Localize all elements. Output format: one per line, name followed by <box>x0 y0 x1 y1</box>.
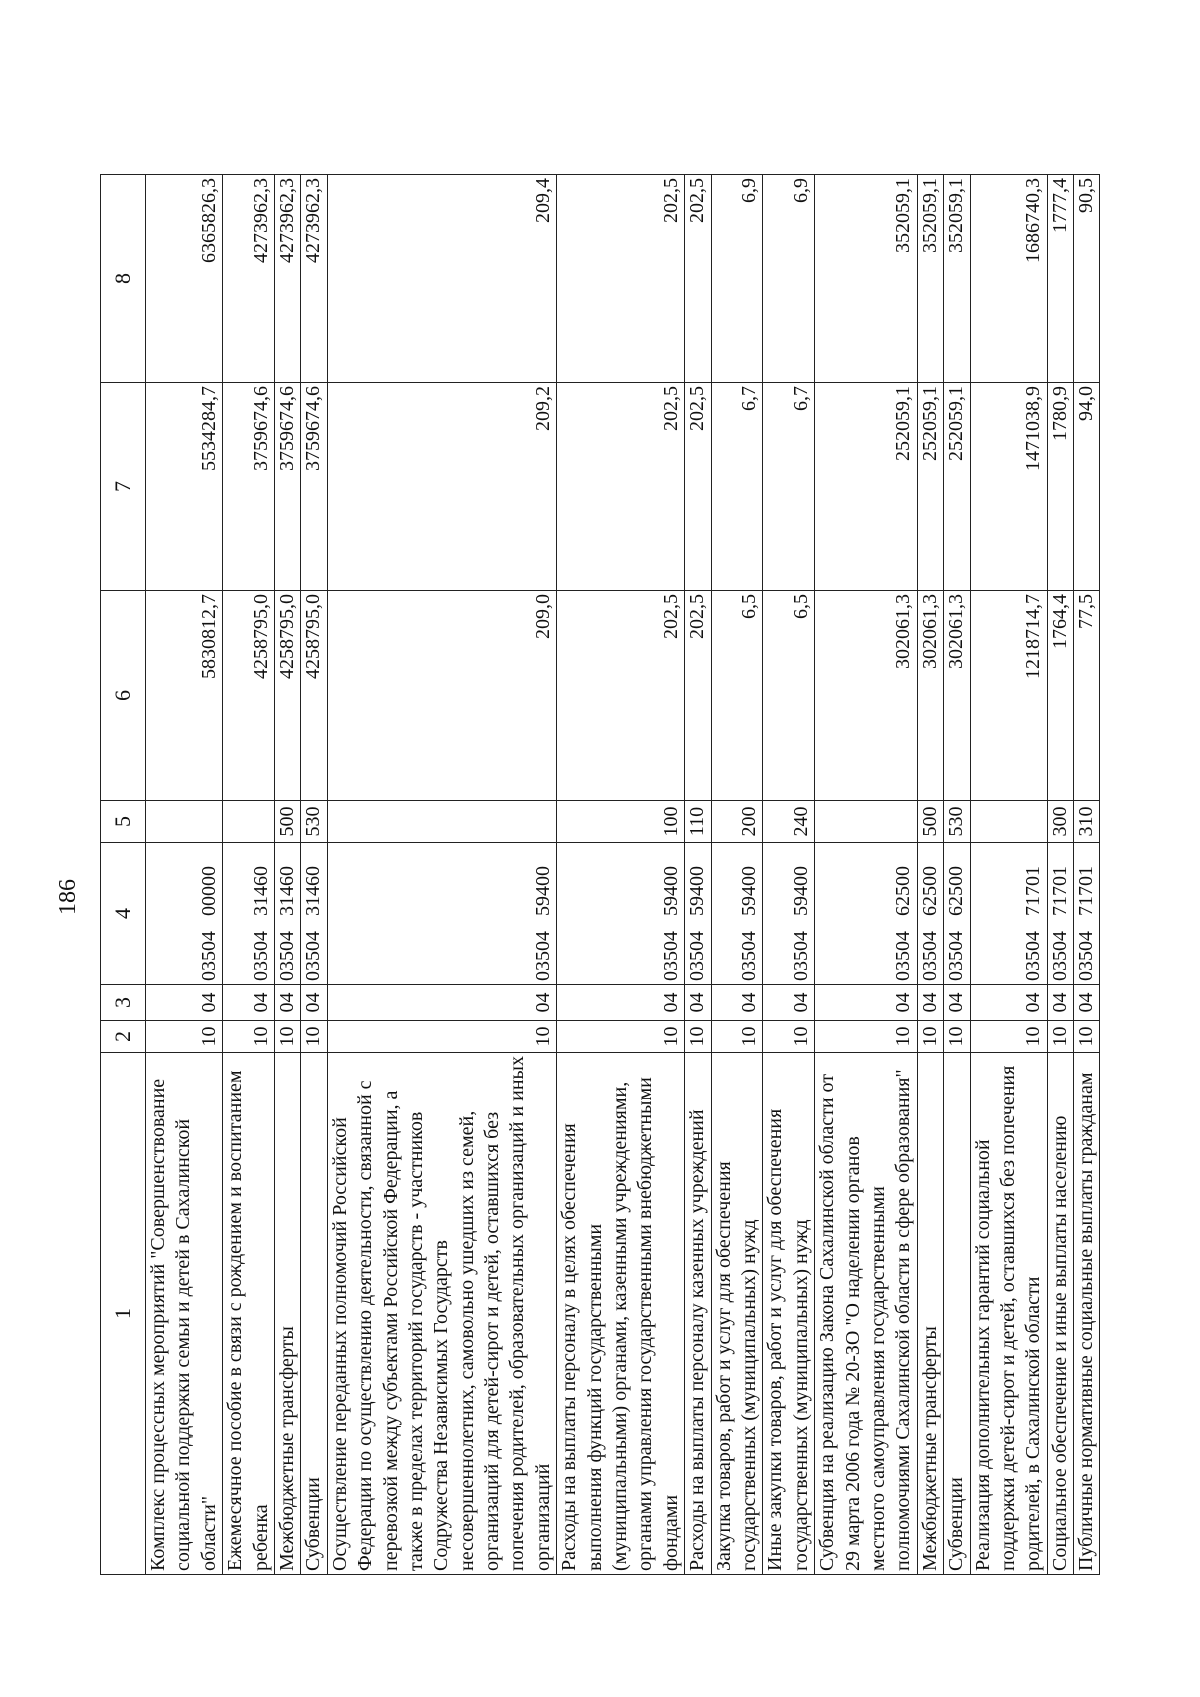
page-number: 186 <box>55 879 81 915</box>
subsection-code-cell: 04 <box>223 985 275 1021</box>
subsection-code-cell: 04 <box>917 985 943 1021</box>
section-code-cell: 10 <box>146 1021 223 1053</box>
target-article-cell: 03504 59400 <box>327 843 557 985</box>
row-name-cell: Расходы на выплаты персоналу в целях обеспечения выполнения функций государственными (муниципальными) органами, казенными учреждениями, органами управления государственными внебюджетными фондами <box>557 1053 685 1575</box>
expense-type-cell: 530 <box>301 801 327 843</box>
table-row <box>223 175 275 1575</box>
target-article-cell: 03504 62500 <box>917 843 943 985</box>
amount-col6-cell: 302061,3 <box>944 591 970 801</box>
amount-col6-cell: 6,5 <box>763 591 815 801</box>
amount-col7-cell: 6,7 <box>763 383 815 591</box>
target-article-cell: 03504 59400 <box>685 843 711 985</box>
amount-col6-cell: 1764,4 <box>1047 591 1073 801</box>
amount-col8-cell: 209,4 <box>327 175 557 383</box>
row-name-cell: Субвенции <box>301 1053 327 1575</box>
row-name-cell: Комплекс процессных мероприятий "Совершенствование социальной поддержки семьи и детей в Сахалинской области" <box>146 1053 223 1575</box>
expense-type-cell: 500 <box>274 801 300 843</box>
row-name-cell: Осуществление переданных полномочий Российской Федерации по осуществлению деятельности, связанной с перевозкой между субъектами Российской Федерации, а также в пределах территорий государств - участников Содружества Независимых Государств несовершеннолетних, самовольно ушедших из семей, организаций для детей-сирот и детей, оставшихся без попечения родителей, образовательных организаций и иных организаций <box>327 1053 557 1575</box>
expense-type-cell <box>970 801 1047 843</box>
section-code-cell: 10 <box>327 1021 557 1053</box>
section-code-cell: 10 <box>917 1021 943 1053</box>
table-row <box>711 175 763 1575</box>
target-article-cell: 03504 31460 <box>301 843 327 985</box>
section-code-cell: 10 <box>815 1021 918 1053</box>
subsection-code-cell: 04 <box>944 985 970 1021</box>
table-row <box>327 175 557 1575</box>
table-row <box>917 175 943 1575</box>
column-header: 3 <box>101 985 146 1021</box>
budget-table <box>100 174 1100 1575</box>
amount-col8-cell: 4273962,3 <box>223 175 275 383</box>
target-article-cell: 03504 31460 <box>274 843 300 985</box>
target-article-cell: 03504 59400 <box>557 843 685 985</box>
table-row <box>557 175 685 1575</box>
section-code-cell: 10 <box>763 1021 815 1053</box>
row-name-cell: Межбюджетные трансферты <box>917 1053 943 1575</box>
section-code-cell: 10 <box>223 1021 275 1053</box>
expense-type-cell <box>815 801 918 843</box>
subsection-code-cell: 04 <box>1074 985 1100 1021</box>
table-row <box>815 175 918 1575</box>
table-row <box>146 175 223 1575</box>
row-name-cell: Субвенции <box>944 1053 970 1575</box>
table-row <box>301 175 327 1575</box>
expense-type-cell <box>327 801 557 843</box>
target-article-cell: 03504 31460 <box>223 843 275 985</box>
expense-type-cell: 100 <box>557 801 685 843</box>
subsection-code-cell: 04 <box>763 985 815 1021</box>
expense-type-cell: 500 <box>917 801 943 843</box>
target-article-cell: 03504 71701 <box>1074 843 1100 985</box>
header-row <box>101 175 146 1575</box>
table-row <box>685 175 711 1575</box>
table-row <box>1047 175 1073 1575</box>
column-header: 1 <box>101 1053 146 1575</box>
row-name-cell: Закупка товаров, работ и услуг для обеспечения государственных (муниципальных) нужд <box>711 1053 763 1575</box>
subsection-code-cell: 04 <box>711 985 763 1021</box>
amount-col8-cell: 6365826,3 <box>146 175 223 383</box>
target-article-cell: 03504 59400 <box>763 843 815 985</box>
target-article-cell: 03504 59400 <box>711 843 763 985</box>
expense-type-cell: 300 <box>1047 801 1073 843</box>
row-name-cell: Субвенция на реализацию Закона Сахалинской области от 29 марта 2006 года № 20-ЗО "О наделении органов местного самоуправления государственными полномочиями Сахалинской области в сфере образования" <box>815 1053 918 1575</box>
expense-type-cell <box>223 801 275 843</box>
row-name-cell: Публичные нормативные социальные выплаты гражданам <box>1074 1053 1100 1575</box>
amount-col6-cell: 202,5 <box>685 591 711 801</box>
subsection-code-cell: 04 <box>685 985 711 1021</box>
section-code-cell: 10 <box>301 1021 327 1053</box>
amount-col6-cell: 4258795,0 <box>301 591 327 801</box>
subsection-code-cell: 04 <box>327 985 557 1021</box>
amount-col6-cell: 302061,3 <box>917 591 943 801</box>
column-header: 8 <box>101 175 146 383</box>
amount-col7-cell: 94,0 <box>1074 383 1100 591</box>
target-article-cell: 03504 00000 <box>146 843 223 985</box>
amount-col7-cell: 1780,9 <box>1047 383 1073 591</box>
row-name-cell: Ежемесячное пособие в связи с рождением и воспитанием ребенка <box>223 1053 275 1575</box>
target-article-cell: 03504 71701 <box>970 843 1047 985</box>
expense-type-cell: 110 <box>685 801 711 843</box>
target-article-cell: 03504 71701 <box>1047 843 1073 985</box>
table-row <box>274 175 300 1575</box>
section-code-cell: 10 <box>274 1021 300 1053</box>
section-code-cell: 10 <box>970 1021 1047 1053</box>
amount-col8-cell: 202,5 <box>685 175 711 383</box>
column-header: 2 <box>101 1021 146 1053</box>
table-row <box>944 175 970 1575</box>
amount-col7-cell: 3759674,6 <box>223 383 275 591</box>
amount-col6-cell: 6,5 <box>711 591 763 801</box>
subsection-code-cell: 04 <box>970 985 1047 1021</box>
section-code-cell: 10 <box>1047 1021 1073 1053</box>
amount-col8-cell: 4273962,3 <box>301 175 327 383</box>
subsection-code-cell: 04 <box>557 985 685 1021</box>
amount-col7-cell: 209,2 <box>327 383 557 591</box>
subsection-code-cell: 04 <box>274 985 300 1021</box>
row-name-cell: Реализация дополнительных гарантий социальной поддержки детей-сирот и детей, оставшихся без попечения родителей, в Сахалинской области <box>970 1053 1047 1575</box>
amount-col7-cell: 6,7 <box>711 383 763 591</box>
amount-col8-cell: 6,9 <box>763 175 815 383</box>
subsection-code-cell: 04 <box>146 985 223 1021</box>
expense-type-cell: 530 <box>944 801 970 843</box>
section-code-cell: 10 <box>1074 1021 1100 1053</box>
amount-col6-cell: 1218714,7 <box>970 591 1047 801</box>
amount-col8-cell: 352059,1 <box>917 175 943 383</box>
table-row <box>763 175 815 1575</box>
amount-col7-cell: 3759674,6 <box>274 383 300 591</box>
amount-col7-cell: 252059,1 <box>944 383 970 591</box>
row-name-cell: Межбюджетные трансферты <box>274 1053 300 1575</box>
amount-col6-cell: 5830812,7 <box>146 591 223 801</box>
row-name-cell: Расходы на выплаты персоналу казенных учреждений <box>685 1053 711 1575</box>
amount-col8-cell: 1777,4 <box>1047 175 1073 383</box>
amount-col7-cell: 202,5 <box>557 383 685 591</box>
target-article-cell: 03504 62500 <box>944 843 970 985</box>
amount-col7-cell: 252059,1 <box>917 383 943 591</box>
amount-col6-cell: 4258795,0 <box>223 591 275 801</box>
amount-col7-cell: 3759674,6 <box>301 383 327 591</box>
section-code-cell: 10 <box>944 1021 970 1053</box>
table-row <box>970 175 1047 1575</box>
table-row <box>1074 175 1100 1575</box>
column-header: 7 <box>101 383 146 591</box>
row-name-cell: Иные закупки товаров, работ и услуг для обеспечения государственных (муниципальных) нужд <box>763 1053 815 1575</box>
column-header: 4 <box>101 843 146 985</box>
amount-col6-cell: 4258795,0 <box>274 591 300 801</box>
subsection-code-cell: 04 <box>1047 985 1073 1021</box>
amount-col6-cell: 209,0 <box>327 591 557 801</box>
expense-type-cell: 310 <box>1074 801 1100 843</box>
amount-col8-cell: 4273962,3 <box>274 175 300 383</box>
amount-col7-cell: 5534284,7 <box>146 383 223 591</box>
column-header: 5 <box>101 801 146 843</box>
amount-col8-cell: 6,9 <box>711 175 763 383</box>
section-code-cell: 10 <box>557 1021 685 1053</box>
amount-col7-cell: 252059,1 <box>815 383 918 591</box>
subsection-code-cell: 04 <box>301 985 327 1021</box>
column-header: 6 <box>101 591 146 801</box>
amount-col6-cell: 77,5 <box>1074 591 1100 801</box>
amount-col8-cell: 352059,1 <box>815 175 918 383</box>
expense-type-cell: 240 <box>763 801 815 843</box>
amount-col7-cell: 202,5 <box>685 383 711 591</box>
amount-col7-cell: 1471038,9 <box>970 383 1047 591</box>
section-code-cell: 10 <box>711 1021 763 1053</box>
expense-type-cell: 200 <box>711 801 763 843</box>
amount-col8-cell: 90,5 <box>1074 175 1100 383</box>
subsection-code-cell: 04 <box>815 985 918 1021</box>
amount-col8-cell: 352059,1 <box>944 175 970 383</box>
amount-col8-cell: 1686740,3 <box>970 175 1047 383</box>
section-code-cell: 10 <box>685 1021 711 1053</box>
target-article-cell: 03504 62500 <box>815 843 918 985</box>
row-name-cell: Социальное обеспечение и иные выплаты населению <box>1047 1053 1073 1575</box>
amount-col6-cell: 302061,3 <box>815 591 918 801</box>
amount-col8-cell: 202,5 <box>557 175 685 383</box>
amount-col6-cell: 202,5 <box>557 591 685 801</box>
expense-type-cell <box>146 801 223 843</box>
